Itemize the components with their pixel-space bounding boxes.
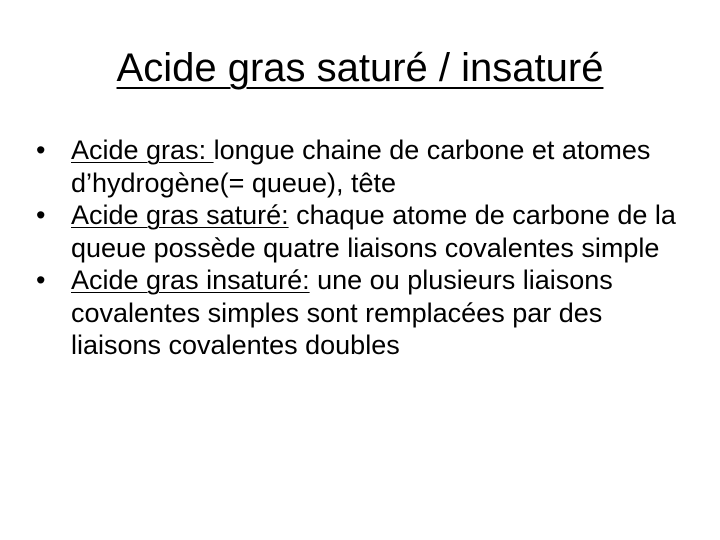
bullet-term: Acide gras insaturé: xyxy=(71,265,310,295)
bullet-icon: • xyxy=(36,135,46,165)
bullet-icon: • xyxy=(36,265,46,295)
bullet-item-acide-gras-insature xyxy=(36,264,676,362)
bullet-term: Acide gras saturé: xyxy=(71,200,289,230)
bullet-text: une ou plusieurs liaisons covalentes simples sont remplacées par des liaisons covalentes doubles xyxy=(71,265,613,360)
bullet-item-acide-gras-sature xyxy=(36,199,676,264)
bullet-text: longue chaine de carbone et atomes d’hydrogène(= queue), tête xyxy=(71,135,651,198)
slide-title xyxy=(0,42,720,94)
bullet-icon: • xyxy=(36,200,46,230)
slide-title-text: Acide gras saturé / insaturé xyxy=(116,46,604,90)
bullet-text: chaque atome de carbone de la queue possède quatre liaisons covalentes simple xyxy=(71,200,676,263)
bullet-item-acide-gras xyxy=(36,134,676,199)
bullet-list xyxy=(36,134,676,362)
bullet-term: Acide gras: xyxy=(71,135,214,165)
